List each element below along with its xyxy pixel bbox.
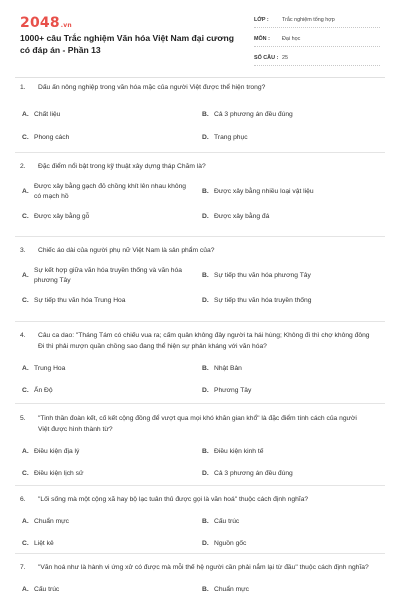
question-text-row [20,562,380,573]
answer-text: Chuẩn mực [214,586,249,593]
question-number: 5. [20,415,26,422]
answer-option-a[interactable] [20,358,200,380]
answer-option-b[interactable] [200,441,380,463]
answer-text: Điều kiện lịch sử [34,470,84,477]
answer-text: Sự tiếp thu văn hóa phương Tây [214,272,311,279]
answer-text: Điều kiện kinh tế [214,448,264,455]
document-meta [254,13,380,70]
answer-letter: D. [202,213,209,220]
question-item [15,153,385,237]
question-text-row [20,245,380,256]
answer-text: Phong cách [34,133,70,141]
answer-grid [20,178,380,228]
question-number: 1. [20,84,26,91]
answer-text: Chuẩn mực [34,518,69,525]
question-text: "Văn hoá như là hành vi ứng xử có được mà mỗi thế hệ người cần phải nắm lại từ đầu" thuộc cách định nghĩa? [38,564,369,571]
meta-value: 25 [282,55,288,61]
answer-letter: B. [202,518,209,525]
document-header [0,0,400,70]
answer-text: Điều kiện địa lý [34,448,80,455]
answer-text: Sự tiếp thu văn hóa truyền thống [214,297,312,304]
answer-letter: A. [22,188,29,195]
answer-option-a[interactable] [20,103,200,126]
answer-text: Cấu trúc [34,586,60,593]
answer-text: Phương Tây [214,387,252,394]
logo-brand: 2048 [20,15,60,31]
answer-option-d[interactable] [200,533,380,555]
answer-option-a[interactable] [20,262,200,290]
answer-letter: D. [202,540,209,547]
answer-letter: C. [22,297,29,304]
answer-text: Trang phục [214,133,248,141]
answer-option-d[interactable] [200,206,380,228]
question-number: 7. [20,564,26,571]
meta-label: MÔN : [254,36,270,42]
question-item [15,237,385,322]
logo-suffix: .vn [60,22,72,29]
question-text: "Lối sống mà một cộng xã hay bộ lạc tuân thủ được gọi là văn hoá" thuộc cách định nghĩa? [38,496,309,503]
answer-letter: B. [202,448,209,455]
answer-option-a[interactable] [20,579,200,600]
answer-option-b[interactable] [200,511,380,533]
question-text: Chiếc áo dài của người phụ nữ Việt Nam là sản phẩm của? [38,247,215,254]
answer-letter: B. [202,110,209,118]
answer-text: Sự tiếp thu văn hóa Trung Hoa [34,297,126,304]
question-number: 6. [20,496,26,503]
question-item [15,79,385,153]
answer-option-b[interactable] [200,262,380,290]
answer-text: Sự kết hợp giữa văn hóa truyền thống và văn hóa phương Tây [34,267,182,284]
answer-letter: D. [202,297,209,304]
question-number: 4. [20,332,26,339]
meta-label: SỐ CÂU : [254,55,279,61]
answer-text: Cả 3 phương án đều đúng [214,470,293,477]
question-item [15,322,385,404]
answer-grid [20,579,380,600]
question-list [0,79,400,600]
answer-text: Cấu trúc [214,518,240,525]
answer-grid [20,358,380,402]
question-text-row [20,413,380,435]
answer-letter: C. [22,387,29,394]
answer-grid [20,441,380,485]
answer-option-c[interactable] [20,533,200,555]
question-text: Đặc điểm nổi bật trong kỹ thuật xây dựng tháp Chăm là? [38,163,206,170]
answer-option-b[interactable] [200,358,380,380]
answer-letter: C. [22,133,29,141]
question-number: 3. [20,247,26,254]
answer-option-c[interactable] [20,463,200,485]
answer-letter: D. [202,387,209,394]
answer-option-c[interactable] [20,290,200,312]
answer-option-a[interactable] [20,511,200,533]
question-item [15,554,385,600]
answer-text: Cả 3 phương án đều đúng [214,110,293,118]
question-item [15,486,385,554]
answer-letter: D. [202,133,209,141]
answer-option-b[interactable] [200,178,380,206]
answer-letter: A. [22,365,29,372]
answer-letter: B. [202,365,209,372]
answer-letter: A. [22,518,29,525]
answer-option-b[interactable] [200,103,380,126]
answer-text: Được xây bằng đá [214,213,270,220]
answer-option-a[interactable] [20,441,200,463]
answer-letter: B. [202,272,209,279]
answer-option-b[interactable] [200,579,380,600]
question-text-row [20,82,380,93]
answer-grid [20,103,380,149]
answer-option-d[interactable] [200,290,380,312]
answer-letter: B. [202,586,209,593]
answer-option-d[interactable] [200,380,380,402]
question-text: Dấu ấn nông nghiệp trong văn hóa mặc của người Việt được thể hiện trong? [38,84,266,91]
question-item [15,404,385,486]
answer-letter: A. [22,110,29,118]
meta-value: Đại học [282,36,301,42]
answer-letter: A. [22,586,29,593]
answer-letter: A. [22,448,29,455]
answer-letter: C. [22,470,29,477]
answer-grid [20,262,380,312]
document-title: 1000+ câu Trắc nghiệm Văn hóa Việt Nam đại cương có đáp án - Phần 13 [20,33,234,55]
question-text-row [20,494,380,505]
answer-letter: A. [22,272,29,279]
header-divider [15,77,385,78]
answer-letter: B. [202,188,209,195]
answer-text: Nguồn gốc [214,540,247,547]
answer-text: Được xây bằng gạch đỏ chồng khít lên nhau không có mạch hồ [34,183,187,200]
answer-text: Liệt kê [34,540,54,547]
site-logo[interactable] [20,15,72,31]
answer-option-c[interactable] [20,380,200,402]
answer-grid [20,511,380,555]
answer-letter: C. [22,213,29,220]
answer-option-d[interactable] [200,463,380,485]
question-text: Câu ca dao: "Tháng Tám có chiếu vua ra; cấm quân không đây người ta hái hùng; Không đi thì chợ không đông Đi thì phải mượn quần chồng sao đang thể hiện sự phản kháng với văn hóa? [38,332,370,350]
answer-text: Được xây bằng gỗ [34,213,90,220]
answer-text: Ấn Độ [34,387,53,394]
answer-text: Nhật Bản [214,365,242,372]
answer-text: Trung Hoa [34,365,66,372]
answer-option-a[interactable] [20,178,200,206]
answer-option-c[interactable] [20,206,200,228]
answer-option-d[interactable] [200,126,380,149]
question-number: 2. [20,163,26,170]
answer-text: Chất liệu [34,110,61,118]
answer-letter: C. [22,540,29,547]
question-text-row [20,161,380,172]
question-text-row [20,330,380,352]
answer-option-c[interactable] [20,126,200,149]
meta-value: Trắc nghiệm tổng hợp [282,17,335,23]
meta-label: LỚP : [254,17,269,23]
meta-row-class [254,13,380,28]
meta-row-subject [254,32,380,47]
meta-row-count [254,51,380,66]
answer-letter: D. [202,470,209,477]
question-text: "Tinh thần đoàn kết, cố kết cộng đồng để vượt qua mọi khó khăn gian khổ" là đặc điểm tính cách của người Việt được hình thành từ? [38,415,357,433]
answer-text: Được xây bằng nhiều loại vật liệu [214,188,314,195]
